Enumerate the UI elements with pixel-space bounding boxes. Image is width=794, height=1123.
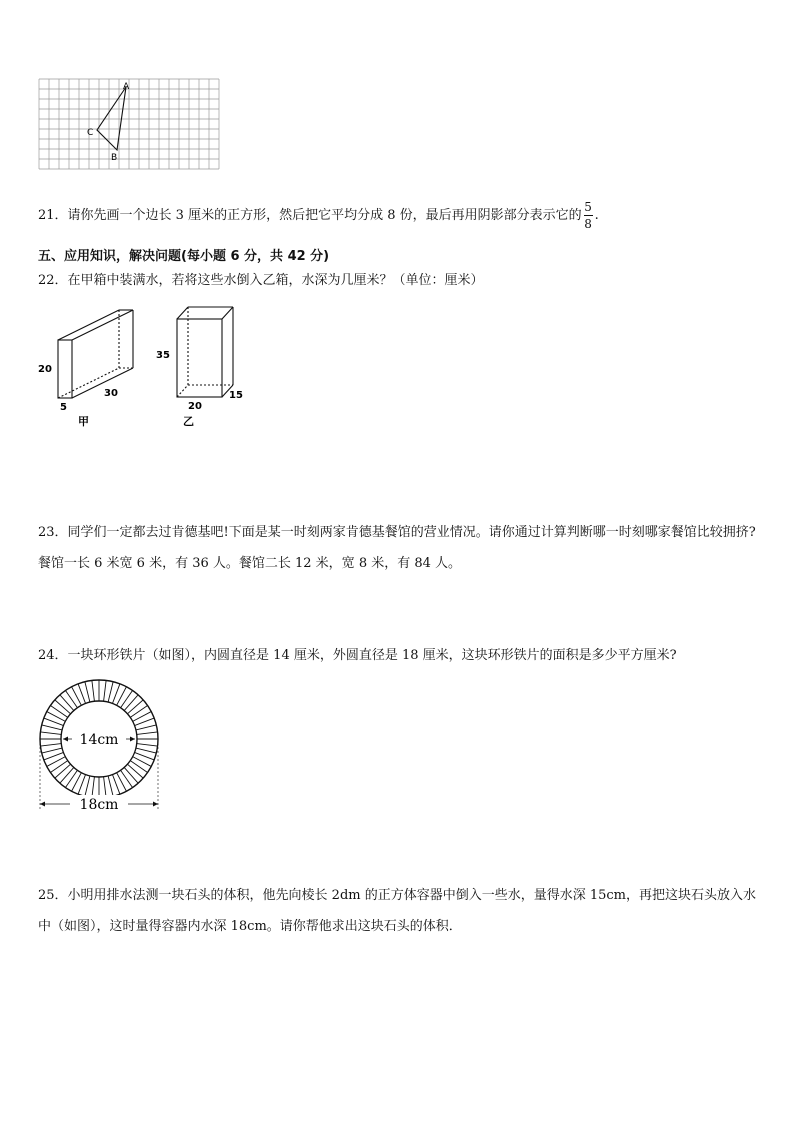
hatch-line — [40, 744, 61, 747]
hatch-line — [85, 776, 90, 796]
box-yi-name: 乙 — [183, 415, 194, 428]
triangle-abc — [97, 87, 126, 150]
grid-triangle-figure — [38, 78, 220, 176]
question-22: 22．在甲箱中装满水，若将这些水倒入乙箱，水深为几厘米？（单位：厘米） — [38, 273, 484, 288]
hatch-line — [42, 748, 62, 753]
hatch-line — [136, 725, 156, 730]
hatch-line — [104, 777, 107, 798]
label-b: B — [111, 153, 118, 163]
hatch-line — [92, 777, 95, 798]
inner-diameter-label: 14cm — [79, 732, 119, 748]
box-yi-height: 35 — [156, 350, 170, 361]
annulus-figure — [36, 676, 166, 816]
hatch-line — [65, 690, 77, 707]
box-yi — [177, 307, 233, 397]
hatch-line — [55, 764, 71, 778]
box-jia-name: 甲 — [78, 415, 89, 428]
label-a: A — [123, 82, 130, 92]
fraction-denominator: 8 — [584, 217, 592, 231]
hatch-line — [60, 695, 74, 711]
hatch-line — [121, 770, 133, 787]
hatch-line — [92, 680, 95, 701]
hatch-line — [108, 682, 113, 702]
hatch-line — [108, 776, 113, 796]
hatch-line — [60, 767, 74, 783]
question-24: 24．一块环形铁片（如图），内圆直径是 14 厘米，外圆直径是 18 厘米，这块环形铁片的面积是多少平方厘米? — [38, 648, 677, 663]
label-c: C — [87, 128, 94, 138]
fraction-5-8 — [584, 200, 593, 231]
boxes-figure — [36, 302, 256, 430]
hatch-line — [50, 705, 67, 717]
outer-diameter-label: 18cm — [79, 797, 119, 813]
hatch-line — [85, 682, 90, 702]
box-jia-width: 5 — [60, 402, 67, 413]
box-jia — [58, 310, 133, 398]
q21-text: 21．请你先画一个边长 3 厘米的正方形，然后把它平均分成 8 份，最后再用阴影部分表示它的 — [38, 208, 582, 223]
question-25: 25．小明用排水法测一块石头的体积，他先向棱长 2dm 的正方体容器中倒入一些水，量得水深 15cm，再把这块石头放入水中（如图），这时量得容器内水深 18cm。请你帮他求出这块石头的体积． — [38, 888, 757, 934]
hatch-line — [130, 761, 147, 773]
hatch-line — [130, 705, 147, 717]
q21-tail: . — [594, 208, 599, 223]
hatch-line — [124, 767, 138, 783]
hatch-line — [137, 744, 158, 747]
hatch-line — [104, 680, 107, 701]
hatch-line — [65, 770, 77, 787]
question-23: 23．同学们一定都去过肯德基吧!下面是某一时刻两家肯德基餐馆的营业情况。请你通过计算判断哪一时刻哪家餐馆比较拥挤?餐馆一长 6 米宽 6 米，有 36 人。餐馆二长 12 米，宽 8 米，有 84 人。 — [38, 525, 756, 571]
section-5-heading: 五、应用知识，解决问题(每小题 6 分，共 42 分) — [38, 249, 330, 264]
hatch-line — [127, 700, 143, 714]
hatch-line — [40, 732, 61, 735]
hatch-line — [55, 700, 71, 714]
hatch-line — [121, 690, 133, 707]
box-jia-length: 30 — [104, 388, 118, 399]
hatch-line — [127, 764, 143, 778]
hatch-line — [136, 748, 156, 753]
box-jia-height: 20 — [38, 364, 52, 375]
hatch-line — [124, 695, 138, 711]
question-21 — [38, 200, 599, 231]
box-yi-width: 15 — [229, 390, 243, 401]
hatch-line — [42, 725, 62, 730]
fraction-numerator: 5 — [584, 200, 592, 214]
hatch-line — [50, 761, 67, 773]
grid-lines — [39, 79, 219, 169]
box-yi-length: 20 — [188, 401, 202, 412]
hatch-line — [137, 732, 158, 735]
